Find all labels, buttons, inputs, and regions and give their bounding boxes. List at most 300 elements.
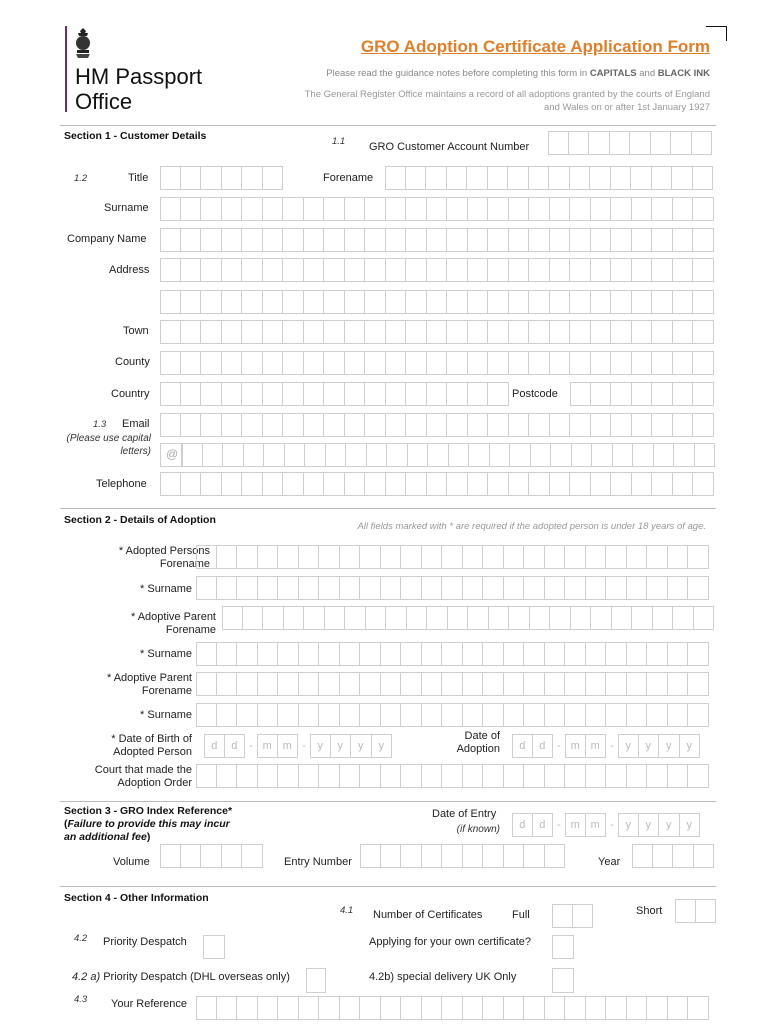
char-cell[interactable]: [550, 413, 571, 437]
char-cell[interactable]: [483, 996, 504, 1020]
char-cell[interactable]: [591, 258, 612, 282]
char-cell[interactable]: [386, 228, 407, 252]
own-cert-checkbox[interactable]: [552, 935, 574, 959]
char-cell[interactable]: [545, 996, 566, 1020]
char-cell[interactable]: [319, 576, 340, 600]
char-cell[interactable]: [427, 351, 448, 375]
char-cell[interactable]: [508, 166, 529, 190]
char-cell[interactable]: [299, 576, 320, 600]
char-cell[interactable]: [524, 642, 545, 666]
char-cell[interactable]: [217, 996, 238, 1020]
char-cell[interactable]: [324, 197, 345, 221]
char-cell[interactable]: [406, 258, 427, 282]
char-cell[interactable]: [422, 576, 443, 600]
char-cell[interactable]: [160, 382, 181, 406]
char-cell[interactable]: [509, 351, 530, 375]
char-cell[interactable]: [693, 228, 714, 252]
char-cell[interactable]: [222, 320, 243, 344]
char-cell[interactable]: [529, 197, 550, 221]
char-cell[interactable]: [427, 228, 448, 252]
char-cell[interactable]: [524, 764, 545, 788]
char-cell[interactable]: [591, 351, 612, 375]
char-cell[interactable]: [427, 472, 448, 496]
char-cell[interactable]: [422, 764, 443, 788]
char-cell[interactable]: [304, 351, 325, 375]
char-cell[interactable]: [181, 166, 202, 190]
char-cell[interactable]: [427, 413, 448, 437]
priority-checkbox[interactable]: [203, 935, 225, 959]
char-cell[interactable]: [324, 228, 345, 252]
char-cell[interactable]: [565, 642, 586, 666]
char-cell[interactable]: [345, 351, 366, 375]
char-cell[interactable]: [483, 545, 504, 569]
char-cell[interactable]: [509, 258, 530, 282]
char-cell[interactable]: [242, 258, 263, 282]
char-cell[interactable]: [611, 472, 632, 496]
char-cell[interactable]: [407, 606, 428, 630]
char-cell[interactable]: [299, 642, 320, 666]
char-cell[interactable]: [203, 443, 224, 467]
char-cell[interactable]: [590, 166, 611, 190]
char-cell[interactable]: [565, 764, 586, 788]
char-cell[interactable]: [427, 258, 448, 282]
char-cell[interactable]: [627, 576, 648, 600]
char-cell[interactable]: [263, 382, 284, 406]
char-cell[interactable]: [693, 382, 714, 406]
char-cell[interactable]: [201, 382, 222, 406]
char-cell[interactable]: [488, 228, 509, 252]
char-cell[interactable]: [442, 996, 463, 1020]
char-cell[interactable]: [201, 472, 222, 496]
date-cell[interactable]: y: [618, 734, 639, 758]
char-cell[interactable]: [283, 382, 304, 406]
char-cell[interactable]: [632, 413, 653, 437]
parent2-forename-input[interactable]: [196, 672, 709, 698]
char-cell[interactable]: [263, 320, 284, 344]
char-cell[interactable]: [242, 351, 263, 375]
char-cell[interactable]: [160, 320, 181, 344]
char-cell[interactable]: [695, 443, 716, 467]
char-cell[interactable]: [278, 576, 299, 600]
date-cell[interactable]: m: [565, 734, 586, 758]
char-cell[interactable]: [586, 703, 607, 727]
char-cell[interactable]: [345, 320, 366, 344]
date-cell[interactable]: y: [659, 813, 680, 837]
char-cell[interactable]: [442, 576, 463, 600]
dob-input[interactable]: [204, 734, 392, 760]
postcode-input[interactable]: [570, 382, 714, 408]
char-cell[interactable]: [406, 351, 427, 375]
char-cell[interactable]: [201, 320, 222, 344]
date-cell[interactable]: y: [310, 734, 331, 758]
char-cell[interactable]: [406, 290, 427, 314]
char-cell[interactable]: [345, 472, 366, 496]
char-cell[interactable]: [468, 258, 489, 282]
char-cell[interactable]: [509, 290, 530, 314]
char-cell[interactable]: [565, 576, 586, 600]
char-cell[interactable]: [693, 166, 714, 190]
char-cell[interactable]: [565, 672, 586, 696]
char-cell[interactable]: [258, 642, 279, 666]
char-cell[interactable]: [586, 545, 607, 569]
char-cell[interactable]: [406, 320, 427, 344]
char-cell[interactable]: [652, 472, 673, 496]
date-cell[interactable]: d: [533, 813, 554, 837]
char-cell[interactable]: [201, 258, 222, 282]
char-cell[interactable]: [324, 472, 345, 496]
char-cell[interactable]: [345, 228, 366, 252]
char-cell[interactable]: [447, 472, 468, 496]
char-cell[interactable]: [524, 672, 545, 696]
char-cell[interactable]: [427, 320, 448, 344]
char-cell[interactable]: [381, 764, 402, 788]
char-cell[interactable]: [572, 443, 593, 467]
char-cell[interactable]: [586, 642, 607, 666]
char-cell[interactable]: [611, 351, 632, 375]
char-cell[interactable]: [550, 197, 571, 221]
char-cell[interactable]: [504, 545, 525, 569]
char-cell[interactable]: [319, 703, 340, 727]
char-cell[interactable]: [550, 228, 571, 252]
char-cell[interactable]: [611, 382, 632, 406]
char-cell[interactable]: [237, 642, 258, 666]
char-cell[interactable]: [673, 351, 694, 375]
char-cell[interactable]: [647, 764, 668, 788]
surname-input[interactable]: [160, 197, 714, 223]
entry-number-input[interactable]: [360, 844, 565, 870]
char-cell[interactable]: [345, 606, 366, 630]
char-cell[interactable]: [201, 228, 222, 252]
char-cell[interactable]: [570, 472, 591, 496]
char-cell[interactable]: [570, 197, 591, 221]
char-cell[interactable]: [360, 642, 381, 666]
volume-input[interactable]: [160, 844, 263, 870]
char-cell[interactable]: [591, 197, 612, 221]
char-cell[interactable]: [222, 351, 243, 375]
char-cell[interactable]: [324, 351, 345, 375]
char-cell[interactable]: [694, 606, 715, 630]
adopted-surname-input[interactable]: [196, 576, 709, 602]
char-cell[interactable]: [386, 197, 407, 221]
char-cell[interactable]: [283, 197, 304, 221]
char-cell[interactable]: [345, 382, 366, 406]
char-cell[interactable]: [504, 996, 525, 1020]
char-cell[interactable]: [612, 606, 633, 630]
address-line1-input[interactable]: [160, 258, 714, 284]
char-cell[interactable]: [633, 443, 654, 467]
char-cell[interactable]: [468, 382, 489, 406]
char-cell[interactable]: [488, 290, 509, 314]
char-cell[interactable]: [181, 258, 202, 282]
char-cell[interactable]: [263, 228, 284, 252]
char-cell[interactable]: [611, 228, 632, 252]
char-cell[interactable]: [242, 844, 263, 868]
char-cell[interactable]: [160, 413, 181, 437]
court-input[interactable]: [196, 764, 709, 790]
char-cell[interactable]: [427, 290, 448, 314]
char-cell[interactable]: [627, 764, 648, 788]
char-cell[interactable]: [627, 996, 648, 1020]
char-cell[interactable]: [693, 472, 714, 496]
char-cell[interactable]: [401, 576, 422, 600]
char-cell[interactable]: [447, 351, 468, 375]
char-cell[interactable]: [548, 131, 569, 155]
char-cell[interactable]: [488, 413, 509, 437]
char-cell[interactable]: [611, 290, 632, 314]
char-cell[interactable]: [422, 996, 443, 1020]
char-cell[interactable]: [627, 672, 648, 696]
date-cell[interactable]: m: [586, 813, 607, 837]
char-cell[interactable]: [381, 642, 402, 666]
char-cell[interactable]: [570, 320, 591, 344]
char-cell[interactable]: [463, 996, 484, 1020]
char-cell[interactable]: [242, 197, 263, 221]
char-cell[interactable]: [217, 642, 238, 666]
char-cell[interactable]: [586, 996, 607, 1020]
char-cell[interactable]: [319, 642, 340, 666]
char-cell[interactable]: [442, 672, 463, 696]
char-cell[interactable]: [283, 351, 304, 375]
char-cell[interactable]: [550, 258, 571, 282]
account-number-input[interactable]: [548, 131, 712, 157]
char-cell[interactable]: [490, 443, 511, 467]
char-cell[interactable]: [524, 996, 545, 1020]
char-cell[interactable]: [545, 764, 566, 788]
char-cell[interactable]: [242, 413, 263, 437]
char-cell[interactable]: [160, 290, 181, 314]
char-cell[interactable]: [632, 472, 653, 496]
char-cell[interactable]: [591, 320, 612, 344]
char-cell[interactable]: [668, 764, 689, 788]
char-cell[interactable]: [570, 351, 591, 375]
date-cell[interactable]: y: [680, 734, 701, 758]
char-cell[interactable]: [668, 545, 689, 569]
char-cell[interactable]: [688, 764, 709, 788]
title-input[interactable]: [160, 166, 283, 192]
char-cell[interactable]: [325, 606, 346, 630]
char-cell[interactable]: [217, 576, 238, 600]
char-cell[interactable]: [385, 166, 406, 190]
char-cell[interactable]: [340, 996, 361, 1020]
char-cell[interactable]: [468, 290, 489, 314]
char-cell[interactable]: [570, 166, 591, 190]
char-cell[interactable]: [196, 996, 217, 1020]
char-cell[interactable]: [304, 606, 325, 630]
char-cell[interactable]: [222, 166, 243, 190]
char-cell[interactable]: [387, 443, 408, 467]
char-cell[interactable]: [488, 320, 509, 344]
char-cell[interactable]: [324, 320, 345, 344]
char-cell[interactable]: [592, 443, 613, 467]
char-cell[interactable]: [672, 166, 693, 190]
char-cell[interactable]: [278, 996, 299, 1020]
char-cell[interactable]: [340, 642, 361, 666]
char-cell[interactable]: [401, 996, 422, 1020]
char-cell[interactable]: [201, 351, 222, 375]
char-cell[interactable]: [422, 545, 443, 569]
char-cell[interactable]: [386, 472, 407, 496]
char-cell[interactable]: [570, 413, 591, 437]
date-cell[interactable]: y: [351, 734, 372, 758]
char-cell[interactable]: [524, 703, 545, 727]
char-cell[interactable]: [652, 413, 673, 437]
char-cell[interactable]: [299, 764, 320, 788]
char-cell[interactable]: [551, 443, 572, 467]
char-cell[interactable]: [483, 703, 504, 727]
parent2-surname-input[interactable]: [196, 703, 709, 729]
char-cell[interactable]: [278, 764, 299, 788]
char-cell[interactable]: [299, 996, 320, 1020]
char-cell[interactable]: [345, 258, 366, 282]
char-cell[interactable]: [693, 290, 714, 314]
char-cell[interactable]: [468, 472, 489, 496]
char-cell[interactable]: [529, 228, 550, 252]
char-cell[interactable]: [529, 166, 550, 190]
char-cell[interactable]: [160, 844, 181, 868]
char-cell[interactable]: [201, 166, 222, 190]
char-cell[interactable]: [304, 413, 325, 437]
char-cell[interactable]: [550, 290, 571, 314]
char-cell[interactable]: [611, 258, 632, 282]
char-cell[interactable]: [483, 576, 504, 600]
char-cell[interactable]: [675, 899, 696, 923]
char-cell[interactable]: [688, 703, 709, 727]
char-cell[interactable]: [326, 443, 347, 467]
telephone-input[interactable]: [160, 472, 714, 498]
char-cell[interactable]: [483, 764, 504, 788]
char-cell[interactable]: [688, 672, 709, 696]
char-cell[interactable]: [222, 382, 243, 406]
char-cell[interactable]: [693, 320, 714, 344]
char-cell[interactable]: [693, 197, 714, 221]
char-cell[interactable]: [531, 443, 552, 467]
char-cell[interactable]: [510, 443, 531, 467]
char-cell[interactable]: [545, 703, 566, 727]
char-cell[interactable]: [668, 642, 689, 666]
char-cell[interactable]: [283, 290, 304, 314]
char-cell[interactable]: [346, 443, 367, 467]
char-cell[interactable]: [196, 642, 217, 666]
char-cell[interactable]: [319, 996, 340, 1020]
char-cell[interactable]: [447, 413, 468, 437]
char-cell[interactable]: [589, 131, 610, 155]
char-cell[interactable]: [632, 197, 653, 221]
char-cell[interactable]: [360, 703, 381, 727]
date-cell[interactable]: d: [512, 734, 533, 758]
char-cell[interactable]: [365, 197, 386, 221]
char-cell[interactable]: [570, 382, 591, 406]
char-cell[interactable]: [366, 606, 387, 630]
char-cell[interactable]: [468, 197, 489, 221]
char-cell[interactable]: [693, 413, 714, 437]
char-cell[interactable]: [489, 606, 510, 630]
char-cell[interactable]: [447, 258, 468, 282]
county-input[interactable]: [160, 351, 714, 377]
char-cell[interactable]: [263, 290, 284, 314]
char-cell[interactable]: [222, 844, 243, 868]
char-cell[interactable]: [263, 413, 284, 437]
char-cell[interactable]: [488, 472, 509, 496]
char-cell[interactable]: [283, 472, 304, 496]
char-cell[interactable]: [545, 642, 566, 666]
char-cell[interactable]: [263, 606, 284, 630]
char-cell[interactable]: [237, 764, 258, 788]
char-cell[interactable]: [360, 844, 381, 868]
char-cell[interactable]: [283, 320, 304, 344]
char-cell[interactable]: [504, 764, 525, 788]
char-cell[interactable]: [324, 258, 345, 282]
char-cell[interactable]: [201, 290, 222, 314]
char-cell[interactable]: [304, 228, 325, 252]
char-cell[interactable]: [571, 606, 592, 630]
char-cell[interactable]: [545, 672, 566, 696]
date-cell[interactable]: m: [278, 734, 299, 758]
forename-input[interactable]: [385, 166, 713, 192]
char-cell[interactable]: [345, 197, 366, 221]
char-cell[interactable]: [422, 703, 443, 727]
char-cell[interactable]: [449, 443, 470, 467]
char-cell[interactable]: [692, 131, 713, 155]
char-cell[interactable]: [237, 672, 258, 696]
char-cell[interactable]: [222, 290, 243, 314]
char-cell[interactable]: [632, 290, 653, 314]
char-cell[interactable]: [299, 672, 320, 696]
char-cell[interactable]: [529, 320, 550, 344]
char-cell[interactable]: [381, 703, 402, 727]
char-cell[interactable]: [242, 472, 263, 496]
char-cell[interactable]: [509, 606, 530, 630]
char-cell[interactable]: [181, 228, 202, 252]
char-cell[interactable]: [258, 703, 279, 727]
char-cell[interactable]: [674, 443, 695, 467]
char-cell[interactable]: [632, 351, 653, 375]
char-cell[interactable]: [654, 443, 675, 467]
char-cell[interactable]: [278, 545, 299, 569]
char-cell[interactable]: [550, 320, 571, 344]
char-cell[interactable]: [304, 472, 325, 496]
char-cell[interactable]: [447, 290, 468, 314]
char-cell[interactable]: [630, 131, 651, 155]
char-cell[interactable]: [181, 844, 202, 868]
char-cell[interactable]: [647, 672, 668, 696]
char-cell[interactable]: [258, 545, 279, 569]
char-cell[interactable]: [244, 443, 265, 467]
char-cell[interactable]: [263, 472, 284, 496]
char-cell[interactable]: [673, 382, 694, 406]
char-cell[interactable]: [223, 443, 244, 467]
char-cell[interactable]: [201, 413, 222, 437]
char-cell[interactable]: [160, 197, 181, 221]
char-cell[interactable]: [386, 258, 407, 282]
char-cell[interactable]: [591, 382, 612, 406]
char-cell[interactable]: [365, 413, 386, 437]
char-cell[interactable]: [263, 258, 284, 282]
char-cell[interactable]: [573, 904, 594, 928]
char-cell[interactable]: [647, 996, 668, 1020]
char-cell[interactable]: [688, 576, 709, 600]
char-cell[interactable]: [550, 351, 571, 375]
country-input[interactable]: [160, 382, 509, 408]
char-cell[interactable]: [694, 844, 715, 868]
char-cell[interactable]: [319, 545, 340, 569]
char-cell[interactable]: [401, 703, 422, 727]
char-cell[interactable]: [160, 258, 181, 282]
char-cell[interactable]: [264, 443, 285, 467]
char-cell[interactable]: [367, 443, 388, 467]
char-cell[interactable]: [401, 844, 422, 868]
email-line2-input[interactable]: [182, 443, 715, 469]
char-cell[interactable]: [365, 228, 386, 252]
